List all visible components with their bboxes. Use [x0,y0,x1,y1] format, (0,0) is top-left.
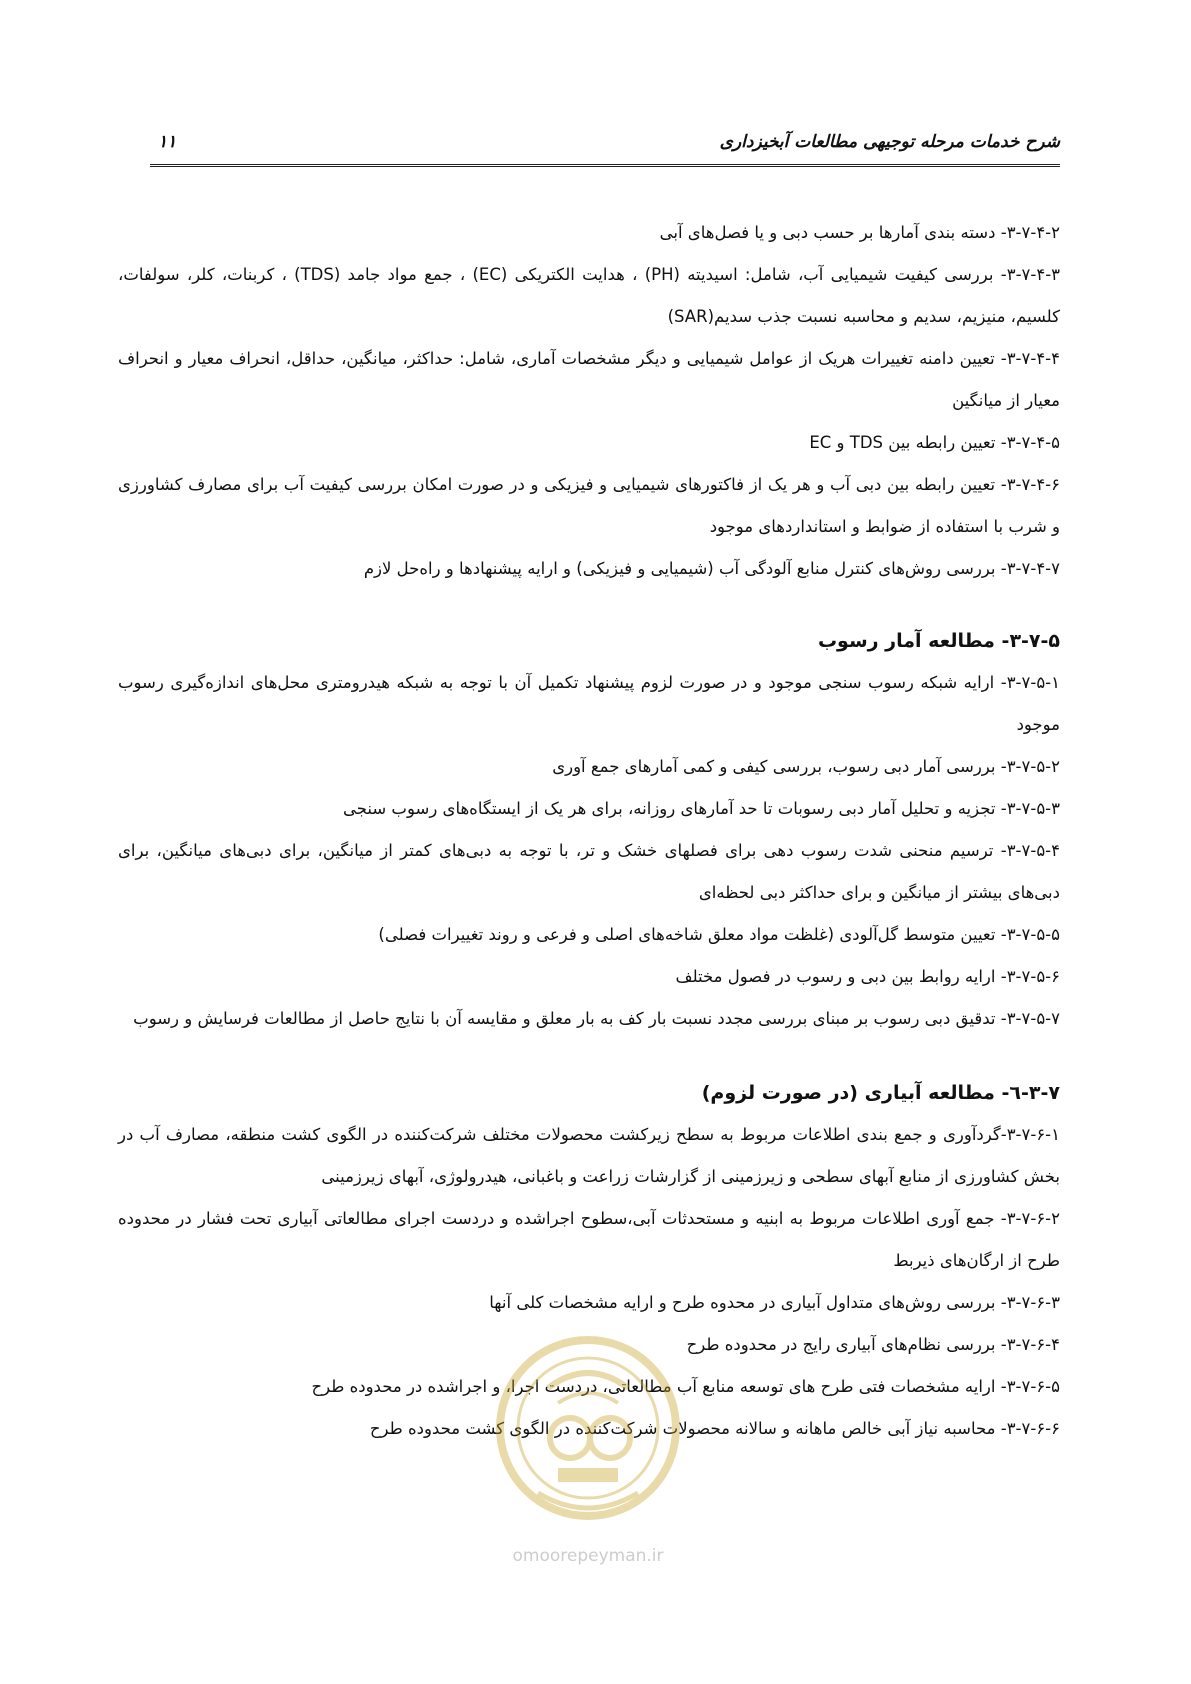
page-number: ۱۱ [158,132,177,152]
section-heading-sediment: ۳-۷-۵- مطالعه آمار رسوب [817,630,1060,652]
list-item: ۳-۷-۵-۳- تجزیه و تحلیل آمار دبی رسوبات تا حد آمارهای روزانه، برای هر یک از ایستگاه‌های رسوب سنجی [342,799,1060,818]
list-item: ۳-۷-۵-۵- تعیین متوسط گل‌آلودی (غلظت مواد معلق شاخه‌های اصلی و فرعی و روند تغییرات فصلی) [378,925,1060,944]
list-item: ۳-۷-۴-۷- بررسی روش‌های کنترل منابع آلودگی آب (شیمیایی و فیزیکی) و ارایه پیشنهادها و راه‌حل لازم [363,559,1060,578]
header-title: شرح خدمات مرحله توجیهی مطالعات آبخیزداری [719,132,1060,152]
list-item: ۳-۷-۵-۷- تدقیق دبی رسوب بر مبنای بررسی مجدد نسبت بار کف به بار معلق و مقایسه آن با نتایج حاصل از مطالعات فرسایش و رسوب [133,1009,1060,1028]
list-item: ۳-۷-۴-۴- تعیین دامنه تغییرات هریک از عوامل شیمیایی و دیگر مشخصات آماری، شامل: حداکثر، میانگین، حداقل، انحراف معیار و انحراف معیار از میانگین [118,349,1060,410]
list-item: ۳-۷-۵-۲- بررسی آمار دبی رسوب، بررسی کیفی و کمی آمارهای جمع آوری [552,757,1060,776]
list-item: ۳-۷-۵-۱- ارایه شبکه رسوب سنجی موجود و در صورت لزوم پیشنهاد تکمیل آن با توجه به شبکه هیدرومتری محل‌های اندازه‌گیری رسوب موجود [118,673,1060,734]
list-item: ۳-۷-۶-۵- ارایه مشخصات فتی طرح های توسعه منابع آب مطالعاتی، دردست اجرا، و اجراشده در محدوده طرح [311,1377,1060,1396]
list-item: ۳-۷-۴-۵- تعیین رابطه بین TDS و EC [809,433,1060,452]
list-item: ۳-۷-۴-۳- بررسی کیفیت شیمیایی آب، شامل: اسیدیته (PH) ، هدایت الکتریکی (EC) ، جمع مواد جامد (TDS) ، کربنات، کلر، سولفات، کلسیم، منیزیم، سدیم و محاسبه نسبت جذب سدیم(SAR) [118,265,1061,326]
list-item: ۳-۷-۴-۶- تعیین رابطه بین دبی آب و هر یک از فاکتورهای شیمیایی و فیزیکی و در صورت امکان بررسی کیفیت آب برای مصارف کشاورزی و شرب با استفاده از ضوابط و استانداردهای موجود [118,475,1060,536]
page-header [150,128,1060,167]
section-heading-irrigation: ۳-۷-٦- مطالعه آبیاری (در صورت لزوم) [701,1082,1060,1104]
document-body [118,212,1060,1450]
list-item: ۳-۷-۵-۴- ترسیم منحنی شدت رسوب دهی برای فصلهای خشک و تر، با توجه به دبی‌های کمتر از میانگین، برای دبی‌های میانگین، برای دبی‌های بیشتر از میانگین و برای حداکثر دبی لحظه‌ای [118,841,1060,902]
list-item: ۳-۷-۶-۲- جمع آوری اطلاعات مربوط به ابنیه و مستحدثات آبی،سطوح اجراشده و دردست اجرای مطالعاتی آبیاری تحت فشار در محدوده طرح از ارگان‌های ذیربط [118,1209,1060,1270]
list-item: ۳-۷-۶-۳- بررسی روش‌های متداول آبیاری در محدوه طرح و ارایه مشخصات کلی آنها [489,1293,1060,1312]
list-item: ۳-۷-۵-۶- ارایه روابط بین دبی و رسوب در فصول مختلف [675,967,1060,986]
list-item: ۳-۷-۴-۲- دسته بندی آمارها بر حسب دبی و یا فصل‌های آبی [659,223,1060,242]
list-item: ۳-۷-۶-۶- محاسبه نیاز آبی خالص ماهانه و سالانه محصولات شرکت‌کننده در الگوی کشت محدوده طرح [369,1419,1060,1438]
list-item: ۳-۷-۶-۴- بررسی نظام‌های آبیاری رایج در محدوده طرح [686,1335,1060,1354]
list-item: ۳-۷-۶-۱-گردآوری و جمع بندی اطلاعات مربوط به سطح زیرکشت محصولات مختلف شرکت‌کننده در الگوی کشت منطقه، مصارف آب در بخش کشاورزی از منابع آبهای سطحی و زیرزمینی از گزارشات زراعت و باغبانی، هیدرولوژی، آبهای زیرزمینی [118,1125,1060,1186]
watermark-site: omoorepeyman.ir [512,1546,664,1566]
